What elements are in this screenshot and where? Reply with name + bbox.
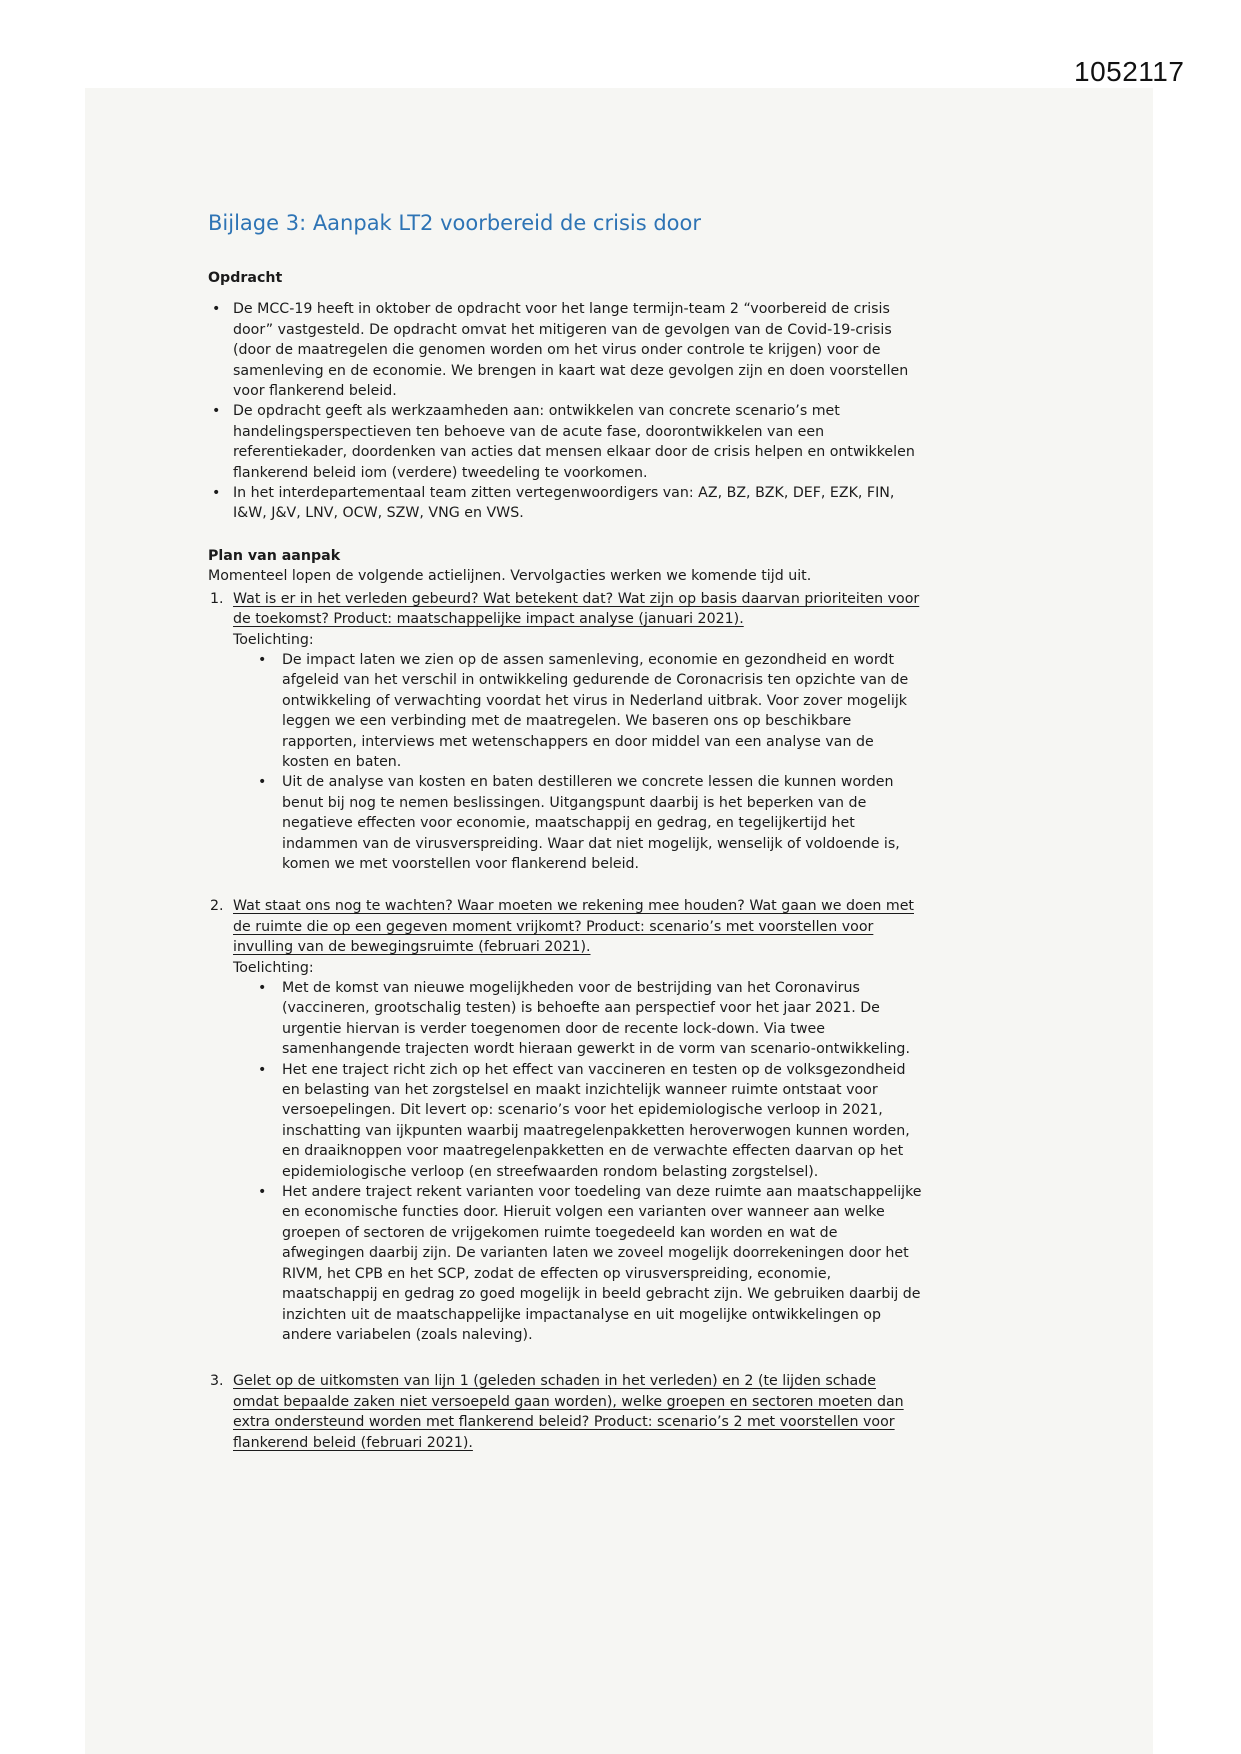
- action-item-number: 3.: [210, 1373, 224, 1390]
- bullet-text: In het interdepartementaal team zitten vertegenwoordigers van: AZ, BZ, BZK, DEF, EZK, FIN, I&W, J&V, LNV, OCW, SZW, VNG en VWS.: [233, 485, 895, 522]
- list-item: [208, 299, 924, 401]
- bullet-icon: •: [258, 1184, 267, 1201]
- list-item: [208, 483, 924, 524]
- toelichting-bullet-list: [233, 978, 924, 1345]
- list-item: [208, 401, 924, 483]
- bullet-text: De impact laten we zien op de assen samenleving, economie en gezondheid en wordt afgeleid van het verschil in ontwikkeling gedurende de Coronacrisis ten opzichte van de ontwikkeling of verwachting voordat het virus in Nederland uitbrak. Voor zover mogelijk leggen we een verbinding met de maatregelen. We baseren ons op beschikbare rapporten, interviews met wetenschappers en door middel van een analyse van de kosten en baten.: [282, 651, 909, 770]
- action-item-question: Gelet op de uitkomsten van lijn 1 (geleden schaden in het verleden) en 2 (te lijden schade omdat bepaalde zaken niet versoepeld gaan worden), welke groepen en sectoren moeten dan extra ondersteund worden met flankerend beleid? Product: scenario’s 2 met voorstellen voor flankerend beleid (februari 2021).: [233, 1373, 904, 1451]
- bullet-icon: •: [258, 774, 267, 791]
- bullet-text: De opdracht geeft als werkzaamheden aan: ontwikkelen van concrete scenario’s met handelingsperspectieven ten behoeve van de acute fase, doorontwikkelen van een referentiekader, doordenken van acties dat mensen elkaar door de crisis helpen en ontwikkelen flankerend beleid iom (verdere) tweedeling te voorkomen.: [233, 403, 915, 481]
- action-item-2: [208, 896, 924, 1345]
- action-item-question: Wat staat ons nog te wachten? Waar moeten we rekening mee houden? Wat gaan we doen met de ruimte die op een gegeven moment vrijkomt? Product: scenario’s met voorstellen voor invulling van de bewegingsruimte (februari 2021).: [233, 898, 914, 956]
- bullet-text: Uit de analyse van kosten en baten destilleren we concrete lessen die kunnen worden benut bij nog te nemen beslissingen. Uitgangspunt daarbij is het beperken van de negatieve effecten voor economie, maatschappij en gedrag, en tegelijkertijd het indammen van de virusverspreiding. Waar dat niet mogelijk, wenselijk of voldoende is, komen we met voorstellen voor flankerend beleid.: [282, 774, 900, 872]
- bullet-text: Het andere traject rekent varianten voor toedeling van deze ruimte aan maatschappelijke en economische functies door. Hieruit volgen een varianten over wanneer aan welke groepen of sectoren de vrijgekomen ruimte toegedeeld kan worden en wat de afwegingen daarbij zijn. De varianten laten we zoveel mogelijk doorrekeningen door het RIVM, het CPB en het SCP, zodat de effecten op virusverspreiding, economie, maatschappij en gedrag zo goed mogelijk in beeld gebracht zijn. We gebruiken daarbij de inzichten uit de maatschappelijke impactanalyse en uit mogelijke ontwikkelingen op andere variabelen (zoals naleving).: [282, 1184, 922, 1343]
- action-item-body: [233, 896, 924, 1345]
- bullet-text: Met de komst van nieuwe mogelijkheden voor de bestrijding van het Coronavirus (vaccineren, grootschalig testen) is behoefte aan perspectief voor het jaar 2021. De urgentie hiervan is verder toegenomen door de recente lock-down. Via twee samenhangende trajecten wordt hieraan gewerkt in de vorm van scenario-ontwikkeling.: [282, 980, 910, 1058]
- action-item-number: 2.: [210, 898, 224, 915]
- list-item: [233, 978, 924, 1060]
- list-item: [233, 650, 924, 772]
- action-item-question: Wat is er in het verleden gebeurd? Wat betekent dat? Wat zijn op basis daarvan prioriteiten voor de toekomst? Product: maatschappelijke impact analyse (januari 2021).: [233, 590, 920, 628]
- bullet-icon: •: [258, 1061, 267, 1078]
- document-content: [208, 210, 924, 1453]
- action-item-number: 1.: [210, 590, 224, 607]
- bullet-icon: •: [212, 485, 221, 502]
- action-item-3: [208, 1371, 924, 1453]
- bullet-icon: •: [212, 403, 221, 420]
- toelichting-label: Toelichting:: [233, 631, 314, 648]
- document-number: 1052117: [1074, 56, 1185, 87]
- list-item: [233, 1182, 924, 1345]
- bullet-icon: •: [212, 301, 221, 318]
- action-item-1: [208, 589, 924, 875]
- page-title: Bijlage 3: Aanpak LT2 voorbereid de crisis door: [208, 211, 701, 235]
- list-item: [233, 772, 924, 874]
- action-item-body: [233, 589, 924, 875]
- section-heading-plan-van-aanpak: Plan van aanpak: [208, 547, 341, 564]
- bullet-text: De MCC-19 heeft in oktober de opdracht voor het lange termijn-team 2 “voorbereid de crisis door” vastgesteld. De opdracht omvat het mitigeren van de gevolgen van de Covid-19-crisis (door de maatregelen die genomen worden om het virus onder controle te krijgen) voor de samenleving en de economie. We brengen in kaart wat deze gevolgen zijn en doen voorstellen voor flankerend beleid.: [233, 301, 909, 400]
- action-item-body: [233, 1371, 924, 1453]
- bullet-text: Het ene traject richt zich op het effect van vaccineren en testen op de volksgezondheid en belasting van het zorgstelsel en maakt inzichtelijk wanneer ruimte ontstaat voor versoepelingen. Dit levert op: scenario’s voor het epidemiologische verloop in 2021, inschatting van ijkpunten waarbij maatregelenpakketten heroverwogen kunnen worden, en draaiknoppen voor maatregelenpakketten en de verwachte effecten daarvan op het epidemiologische verloop (en streefwaarden rondom belasting zorgstelsel).: [282, 1061, 910, 1180]
- bullet-icon: •: [258, 651, 267, 668]
- list-item: [233, 1060, 924, 1182]
- plan-intro-text: Momenteel lopen de volgende actielijnen. Vervolgacties werken we komende tijd uit.: [208, 568, 812, 585]
- toelichting-bullet-list: [233, 650, 924, 874]
- toelichting-label: Toelichting:: [233, 959, 314, 976]
- opdracht-bullet-list: [208, 299, 924, 523]
- bullet-icon: •: [258, 980, 267, 996]
- section-heading-opdracht: Opdracht: [208, 270, 283, 286]
